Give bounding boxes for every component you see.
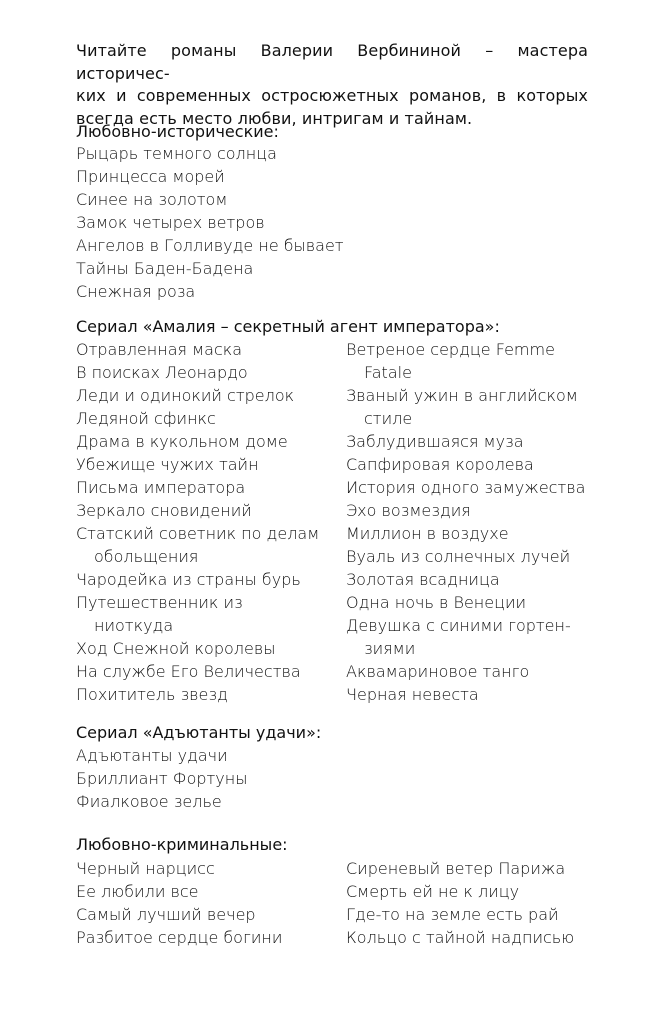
book-title: Чародейка из страны бурь bbox=[76, 570, 301, 589]
book-title: Смерть ей не к лицу bbox=[346, 882, 520, 901]
book-title: Где-то на земле есть рай bbox=[346, 905, 559, 924]
book-title-continuation: Fatale bbox=[364, 363, 412, 382]
historical-list bbox=[76, 142, 344, 303]
book-title bbox=[346, 384, 585, 430]
book-title: Вуаль из солнечных лучей bbox=[346, 547, 571, 566]
intro-line: ких и современных остросюжетных романов, в которых bbox=[76, 86, 588, 105]
criminal-list-right bbox=[346, 857, 574, 949]
book-title-continuation: обольщения bbox=[94, 547, 199, 566]
amalia-list-left bbox=[76, 338, 319, 706]
book-title: Ангелов в Голливуде не бывает bbox=[76, 236, 344, 255]
book-title-continuation: ниоткуда bbox=[94, 616, 174, 635]
book-title: В поисках Леонардо bbox=[76, 363, 248, 382]
book-title: Принцесса морей bbox=[76, 167, 225, 186]
book-title: Кольцо с тайной надписью bbox=[346, 928, 575, 947]
book-title: Одна ночь в Венеции bbox=[346, 593, 527, 612]
book-title-continuation: стиле bbox=[364, 409, 413, 428]
book-title: Фиалковое зелье bbox=[76, 792, 222, 811]
book-title: Ледяной сфинкс bbox=[76, 409, 216, 428]
book-title-continuation: зиями bbox=[364, 639, 416, 658]
adjutants-list bbox=[76, 744, 247, 813]
book-title: Аквамариновое танго bbox=[346, 662, 530, 681]
book-title: Замок четырех ветров bbox=[76, 213, 265, 232]
book-title-line: Статский советник по делам bbox=[76, 524, 320, 543]
section-heading-historical: Любовно-исторические: bbox=[76, 122, 279, 141]
book-title: Рыцарь темного солнца bbox=[76, 144, 277, 163]
book-title: Миллион в воздухе bbox=[346, 524, 509, 543]
book-title: Похититель звезд bbox=[76, 685, 228, 704]
intro-line: всегда есть место любви, интригам и тайнам. bbox=[76, 108, 473, 128]
book-title bbox=[346, 614, 585, 660]
section-heading-criminal: Любовно-криминальные: bbox=[76, 835, 288, 854]
book-title-line: Ветреное сердце Femme bbox=[346, 340, 555, 359]
book-title bbox=[76, 522, 319, 568]
book-title: Зеркало сновидений bbox=[76, 501, 252, 520]
book-title: Синее на золотом bbox=[76, 190, 228, 209]
book-title: Черный нарцисс bbox=[76, 859, 215, 878]
book-title: Снежная роза bbox=[76, 282, 196, 301]
book-title: Адъютанты удачи bbox=[76, 746, 228, 765]
book-title: На службе Его Величества bbox=[76, 662, 301, 681]
book-title: История одного замужества bbox=[346, 478, 586, 497]
book-title: Отравленная маска bbox=[76, 340, 243, 359]
amalia-list-right bbox=[346, 338, 585, 706]
book-title-line: Девушка с синими гортен- bbox=[346, 616, 571, 635]
book-title: Золотая всадница bbox=[346, 570, 500, 589]
book-title: Сиреневый ветер Парижа bbox=[346, 859, 566, 878]
section-heading-amalia: Сериал «Амалия – секретный агент императора»: bbox=[76, 317, 500, 336]
intro-line: Читайте романы Валерии Вербининой – мастера историчес- bbox=[76, 41, 588, 83]
book-title: Тайны Баден-Бадена bbox=[76, 259, 254, 278]
book-title: Бриллиант Фортуны bbox=[76, 769, 248, 788]
book-title bbox=[346, 338, 585, 384]
book-title: Черная невеста bbox=[346, 685, 479, 704]
book-title: Леди и одинокий стрелок bbox=[76, 386, 295, 405]
book-title: Сапфировая королева bbox=[346, 455, 534, 474]
book-title: Самый лучший вечер bbox=[76, 905, 256, 924]
book-title: Письма императора bbox=[76, 478, 246, 497]
book-title: Разбитое сердце богини bbox=[76, 928, 283, 947]
book-title: Заблудившаяся муза bbox=[346, 432, 524, 451]
criminal-list-left bbox=[76, 857, 282, 949]
book-title: Драма в кукольном доме bbox=[76, 432, 288, 451]
book-title: Ее любили все bbox=[76, 882, 199, 901]
book-title-line: Званый ужин в английском bbox=[346, 386, 578, 405]
intro-paragraph bbox=[76, 40, 588, 130]
book-title-line: Путешественник из bbox=[76, 593, 243, 612]
book-title bbox=[76, 591, 319, 637]
book-title: Убежище чужих тайн bbox=[76, 455, 259, 474]
section-heading-adjutants: Сериал «Адъютанты удачи»: bbox=[76, 723, 322, 742]
book-title: Ход Снежной королевы bbox=[76, 639, 276, 658]
book-title: Эхо возмездия bbox=[346, 501, 471, 520]
